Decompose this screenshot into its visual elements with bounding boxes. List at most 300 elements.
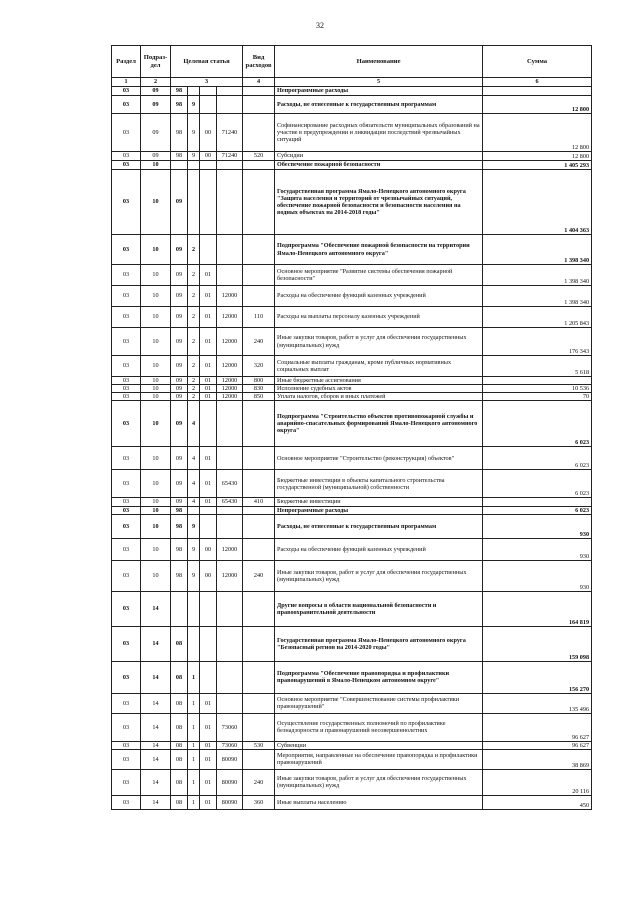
cell-subsection: 10	[141, 356, 171, 377]
cell-subsection: 09	[141, 96, 171, 114]
cell-direction: 65430	[217, 470, 243, 498]
cell-direction: 12000	[217, 328, 243, 356]
cell-expense-type	[243, 401, 275, 447]
cell-direction: 12000	[217, 560, 243, 591]
cell-expense-type	[243, 96, 275, 114]
cell-subprogram: 2	[188, 377, 200, 385]
cell-subprogram: 1	[188, 749, 200, 769]
cell-subprogram: 1	[188, 795, 200, 809]
cell-subsection: 14	[141, 626, 171, 661]
cell-direction	[217, 514, 243, 538]
cell-direction: 65430	[217, 498, 243, 506]
cell-section: 03	[112, 591, 141, 626]
cell-section: 03	[112, 393, 141, 401]
cell-program: 08	[171, 795, 188, 809]
cell-subprogram: 1	[188, 769, 200, 795]
cell-activity: 01	[200, 377, 217, 385]
cell-expense-type	[243, 749, 275, 769]
cell-direction: 12000	[217, 307, 243, 328]
cell-expense-type	[243, 470, 275, 498]
cell-amount: 6 023	[483, 401, 592, 447]
cell-subprogram: 1	[188, 693, 200, 713]
cell-expense-type: 240	[243, 328, 275, 356]
cell-amount: 12 800	[483, 152, 592, 161]
cell-section: 03	[112, 265, 141, 286]
cell-direction	[217, 87, 243, 96]
cell-amount: 135 496	[483, 693, 592, 713]
cell-section: 03	[112, 152, 141, 161]
cell-name: Подпрограмма "Обеспечение правопорядка и профилактики правонарушений в Ямало-Ненецком автономном округе"	[275, 661, 483, 693]
cell-activity	[200, 96, 217, 114]
cell-subsection: 09	[141, 114, 171, 152]
cell-amount	[483, 87, 592, 96]
cell-activity	[200, 506, 217, 514]
cell-subprogram: 4	[188, 498, 200, 506]
cell-program: 98	[171, 152, 188, 161]
header-section: Раздел	[112, 46, 141, 78]
cell-section: 03	[112, 235, 141, 265]
cell-activity: 01	[200, 447, 217, 470]
cell-activity: 01	[200, 749, 217, 769]
cell-expense-type	[243, 265, 275, 286]
cell-name: Иные закупки товаров, работ и услуг для обеспечения государственных (муниципальных) нужд	[275, 769, 483, 795]
cell-section: 03	[112, 795, 141, 809]
cell-name: Софинансирование расходных обязательств муниципальных образований на участие в предупреждении и ликвидации последствий чрезвычайных ситуаций	[275, 114, 483, 152]
table-row	[112, 769, 592, 795]
cell-subprogram: 1	[188, 741, 200, 749]
cell-subsection: 10	[141, 506, 171, 514]
cell-direction: 12000	[217, 393, 243, 401]
cell-subsection: 09	[141, 152, 171, 161]
table-row	[112, 713, 592, 741]
cell-expense-type	[243, 514, 275, 538]
table-row	[112, 626, 592, 661]
cell-name: Государственная программа Ямало-Ненецкого автономного округа "Безопасный регион на 2014-2020 годы"	[275, 626, 483, 661]
cell-program: 08	[171, 693, 188, 713]
cell-subsection: 10	[141, 286, 171, 307]
cell-section: 03	[112, 356, 141, 377]
cell-program: 98	[171, 514, 188, 538]
cell-program: 08	[171, 713, 188, 741]
column-number: 3	[171, 78, 243, 87]
cell-subprogram: 2	[188, 356, 200, 377]
cell-section: 03	[112, 498, 141, 506]
cell-expense-type: 830	[243, 385, 275, 393]
cell-direction: 71240	[217, 114, 243, 152]
cell-program: 98	[171, 87, 188, 96]
cell-direction: 12000	[217, 356, 243, 377]
cell-subprogram: 2	[188, 328, 200, 356]
cell-section: 03	[112, 161, 141, 170]
column-number: 4	[243, 78, 275, 87]
cell-program: 09	[171, 393, 188, 401]
table-row	[112, 307, 592, 328]
cell-subsection: 14	[141, 661, 171, 693]
cell-amount: 1 398 340	[483, 265, 592, 286]
cell-name: Подпрограмма "Обеспечение пожарной безопасности на территории Ямало-Ненецкого автономного округа"	[275, 235, 483, 265]
cell-program	[171, 591, 188, 626]
cell-subprogram: 4	[188, 470, 200, 498]
table-row	[112, 385, 592, 393]
table-row	[112, 506, 592, 514]
cell-direction	[217, 661, 243, 693]
cell-direction: 80090	[217, 749, 243, 769]
cell-direction	[217, 626, 243, 661]
cell-name: Иные закупки товаров, работ и услуг для обеспечения государственных (муниципальных) нужд	[275, 560, 483, 591]
cell-subsection: 14	[141, 749, 171, 769]
cell-section: 03	[112, 307, 141, 328]
cell-expense-type	[243, 87, 275, 96]
cell-expense-type	[243, 114, 275, 152]
cell-name: Расходы на обеспечение функций казенных учреждений	[275, 286, 483, 307]
cell-amount: 930	[483, 514, 592, 538]
cell-subprogram: 9	[188, 538, 200, 560]
cell-subsection: 10	[141, 235, 171, 265]
cell-subprogram: 1	[188, 661, 200, 693]
table-row	[112, 328, 592, 356]
cell-subsection: 10	[141, 265, 171, 286]
cell-activity: 01	[200, 328, 217, 356]
cell-direction	[217, 401, 243, 447]
cell-program: 09	[171, 235, 188, 265]
budget-table	[111, 45, 592, 810]
cell-direction: 12000	[217, 385, 243, 393]
cell-subprogram: 2	[188, 385, 200, 393]
cell-program: 98	[171, 560, 188, 591]
cell-program	[171, 161, 188, 170]
cell-activity: 01	[200, 393, 217, 401]
cell-activity: 01	[200, 795, 217, 809]
cell-activity: 01	[200, 713, 217, 741]
cell-expense-type	[243, 170, 275, 235]
cell-subprogram: 9	[188, 114, 200, 152]
cell-subsection: 10	[141, 377, 171, 385]
cell-subprogram	[188, 506, 200, 514]
cell-expense-type: 240	[243, 769, 275, 795]
cell-activity	[200, 161, 217, 170]
table-row	[112, 749, 592, 769]
cell-amount: 1 405 293	[483, 161, 592, 170]
cell-section: 03	[112, 328, 141, 356]
cell-program: 09	[171, 377, 188, 385]
table-row	[112, 161, 592, 170]
cell-activity: 01	[200, 265, 217, 286]
cell-activity: 01	[200, 385, 217, 393]
cell-name: Непрограммные расходы	[275, 506, 483, 514]
cell-program: 98	[171, 506, 188, 514]
cell-name: Расходы, не отнесенные к государственным программам	[275, 514, 483, 538]
table-row	[112, 591, 592, 626]
cell-section: 03	[112, 286, 141, 307]
cell-program: 08	[171, 769, 188, 795]
cell-activity	[200, 401, 217, 447]
header-target: Целевая статья	[171, 46, 243, 78]
cell-activity	[200, 626, 217, 661]
table-row	[112, 470, 592, 498]
table-row	[112, 170, 592, 235]
cell-subprogram: 9	[188, 152, 200, 161]
cell-subprogram: 2	[188, 265, 200, 286]
cell-section: 03	[112, 447, 141, 470]
cell-subsection: 10	[141, 470, 171, 498]
cell-subsection: 10	[141, 393, 171, 401]
cell-activity	[200, 514, 217, 538]
cell-subsection: 09	[141, 87, 171, 96]
header-amount: Сумма	[483, 46, 592, 78]
cell-subsection: 10	[141, 538, 171, 560]
cell-subsection: 14	[141, 713, 171, 741]
cell-activity	[200, 235, 217, 265]
cell-activity: 00	[200, 152, 217, 161]
cell-subprogram	[188, 626, 200, 661]
cell-amount: 96 627	[483, 741, 592, 749]
cell-subsection: 14	[141, 591, 171, 626]
page-number: 32	[316, 21, 324, 30]
cell-activity: 01	[200, 307, 217, 328]
table-row	[112, 741, 592, 749]
cell-expense-type	[243, 286, 275, 307]
cell-program: 09	[171, 170, 188, 235]
cell-subprogram	[188, 170, 200, 235]
cell-direction	[217, 693, 243, 713]
cell-direction	[217, 96, 243, 114]
cell-amount: 38 869	[483, 749, 592, 769]
cell-direction	[217, 170, 243, 235]
cell-amount: 12 800	[483, 96, 592, 114]
cell-program: 09	[171, 447, 188, 470]
cell-amount: 450	[483, 795, 592, 809]
cell-amount: 6 023	[483, 447, 592, 470]
cell-direction: 80090	[217, 795, 243, 809]
cell-name: Субвенции	[275, 741, 483, 749]
cell-activity: 00	[200, 114, 217, 152]
cell-subprogram: 4	[188, 401, 200, 447]
cell-amount: 930	[483, 538, 592, 560]
cell-direction: 12000	[217, 377, 243, 385]
cell-section: 03	[112, 713, 141, 741]
cell-subsection: 10	[141, 447, 171, 470]
cell-section: 03	[112, 626, 141, 661]
cell-expense-type	[243, 661, 275, 693]
table-row	[112, 114, 592, 152]
cell-subprogram: 2	[188, 286, 200, 307]
cell-amount: 70	[483, 393, 592, 401]
cell-amount: 12 800	[483, 114, 592, 152]
cell-expense-type: 800	[243, 377, 275, 385]
cell-subsection: 10	[141, 498, 171, 506]
cell-activity	[200, 591, 217, 626]
cell-expense-type	[243, 538, 275, 560]
cell-program: 08	[171, 661, 188, 693]
cell-name: Исполнение судебных актов	[275, 385, 483, 393]
cell-expense-type: 530	[243, 741, 275, 749]
cell-expense-type	[243, 591, 275, 626]
table-row	[112, 87, 592, 96]
table-row	[112, 498, 592, 506]
cell-section: 03	[112, 560, 141, 591]
cell-activity: 01	[200, 470, 217, 498]
table-row	[112, 693, 592, 713]
cell-subsection: 14	[141, 769, 171, 795]
table-row	[112, 514, 592, 538]
cell-amount: 930	[483, 560, 592, 591]
cell-subsection: 10	[141, 170, 171, 235]
cell-section: 03	[112, 661, 141, 693]
cell-section: 03	[112, 506, 141, 514]
cell-direction: 71240	[217, 152, 243, 161]
table-row	[112, 447, 592, 470]
cell-amount: 159 098	[483, 626, 592, 661]
cell-section: 03	[112, 693, 141, 713]
cell-expense-type	[243, 693, 275, 713]
table-row	[112, 286, 592, 307]
cell-amount: 1 398 340	[483, 286, 592, 307]
cell-expense-type	[243, 506, 275, 514]
cell-expense-type	[243, 235, 275, 265]
cell-direction	[217, 447, 243, 470]
cell-activity: 01	[200, 741, 217, 749]
cell-direction	[217, 161, 243, 170]
cell-name: Расходы на выплаты персоналу казенных учреждений	[275, 307, 483, 328]
cell-subsection: 14	[141, 795, 171, 809]
cell-section: 03	[112, 96, 141, 114]
table-row	[112, 401, 592, 447]
header-subsection: Подраз-дел	[141, 46, 171, 78]
cell-program: 09	[171, 265, 188, 286]
cell-name: Мероприятия, направленные на обеспечение правопорядка и профилактики правонарушений	[275, 749, 483, 769]
cell-section: 03	[112, 514, 141, 538]
cell-amount	[483, 498, 592, 506]
cell-expense-type: 520	[243, 152, 275, 161]
cell-subsection: 10	[141, 514, 171, 538]
table-row	[112, 96, 592, 114]
cell-direction	[217, 265, 243, 286]
cell-program: 09	[171, 498, 188, 506]
cell-name: Иные выплаты населению	[275, 795, 483, 809]
cell-amount: 6 023	[483, 470, 592, 498]
table-row	[112, 795, 592, 809]
table-row	[112, 265, 592, 286]
column-number: 1	[112, 78, 141, 87]
cell-subsection: 14	[141, 693, 171, 713]
column-number: 5	[275, 78, 483, 87]
cell-subsection: 10	[141, 328, 171, 356]
table-row	[112, 661, 592, 693]
cell-name: Уплата налогов, сборов и иных платежей	[275, 393, 483, 401]
cell-section: 03	[112, 170, 141, 235]
cell-program: 09	[171, 328, 188, 356]
cell-section: 03	[112, 538, 141, 560]
cell-activity: 00	[200, 560, 217, 591]
cell-program: 09	[171, 307, 188, 328]
table-row	[112, 538, 592, 560]
cell-amount: 164 819	[483, 591, 592, 626]
cell-activity: 01	[200, 693, 217, 713]
cell-program: 08	[171, 626, 188, 661]
cell-direction: 12000	[217, 538, 243, 560]
cell-subprogram: 1	[188, 713, 200, 741]
cell-expense-type: 320	[243, 356, 275, 377]
cell-subsection: 10	[141, 307, 171, 328]
cell-program: 98	[171, 538, 188, 560]
cell-name: Основное мероприятие "Строительство (реконструкция) объектов"	[275, 447, 483, 470]
cell-expense-type: 240	[243, 560, 275, 591]
cell-name: Расходы на обеспечение функций казенных учреждений	[275, 538, 483, 560]
cell-direction: 80090	[217, 769, 243, 795]
cell-section: 03	[112, 87, 141, 96]
cell-amount: 1 205 843	[483, 307, 592, 328]
cell-subprogram	[188, 591, 200, 626]
cell-subprogram	[188, 87, 200, 96]
cell-direction	[217, 506, 243, 514]
cell-section: 03	[112, 401, 141, 447]
column-number-row	[112, 78, 592, 87]
cell-expense-type	[243, 713, 275, 741]
cell-name: Иные закупки товаров, работ и услуг для обеспечения государственных (муниципальных) нужд	[275, 328, 483, 356]
cell-activity	[200, 170, 217, 235]
cell-amount: 1 398 340	[483, 235, 592, 265]
cell-name: Социальные выплаты гражданам, кроме публичных нормативных социальных выплат	[275, 356, 483, 377]
cell-activity: 01	[200, 498, 217, 506]
cell-name: Непрограммные расходы	[275, 87, 483, 96]
cell-direction: 73060	[217, 741, 243, 749]
cell-subsection: 10	[141, 560, 171, 591]
cell-direction	[217, 591, 243, 626]
cell-amount: 10 536	[483, 385, 592, 393]
cell-subprogram: 4	[188, 447, 200, 470]
cell-expense-type: 360	[243, 795, 275, 809]
cell-expense-type	[243, 447, 275, 470]
cell-name: Подпрограмма "Строительство объектов противопожарной службы и аварийно-спасательных формирований Ямало-Ненецкого автономного округа"	[275, 401, 483, 447]
cell-program: 08	[171, 749, 188, 769]
table-row	[112, 377, 592, 385]
cell-section: 03	[112, 741, 141, 749]
cell-name: Обеспечение пожарной безопасности	[275, 161, 483, 170]
cell-program: 09	[171, 401, 188, 447]
cell-program: 98	[171, 96, 188, 114]
column-number: 6	[483, 78, 592, 87]
cell-subprogram: 9	[188, 560, 200, 591]
cell-direction: 12000	[217, 286, 243, 307]
header-name: Наименование	[275, 46, 483, 78]
cell-amount: 1 404 363	[483, 170, 592, 235]
cell-section: 03	[112, 377, 141, 385]
column-number: 2	[141, 78, 171, 87]
cell-subprogram: 2	[188, 235, 200, 265]
cell-amount: 6 023	[483, 506, 592, 514]
cell-amount: 5 618	[483, 356, 592, 377]
cell-name: Субсидии	[275, 152, 483, 161]
cell-amount: 20 116	[483, 769, 592, 795]
table-row	[112, 235, 592, 265]
cell-activity	[200, 87, 217, 96]
cell-activity	[200, 661, 217, 693]
table-row	[112, 560, 592, 591]
cell-expense-type: 110	[243, 307, 275, 328]
cell-program: 08	[171, 741, 188, 749]
cell-amount: 176 343	[483, 328, 592, 356]
cell-direction: 73060	[217, 713, 243, 741]
cell-expense-type	[243, 161, 275, 170]
cell-name: Основное мероприятие "Совершенствование системы профилактики правонарушений"	[275, 693, 483, 713]
cell-program: 98	[171, 114, 188, 152]
cell-expense-type: 850	[243, 393, 275, 401]
cell-name: Иные бюджетные ассигнования	[275, 377, 483, 385]
cell-expense-type	[243, 626, 275, 661]
cell-subprogram: 2	[188, 393, 200, 401]
cell-name: Государственная программа Ямало-Ненецкого автономного округа "Защита населения и территорий от чрезвычайных ситуаций, обеспечение пожарной безопасности и безопасности населения на водных объектах на 2014-2018 годы"	[275, 170, 483, 235]
cell-name: Осуществление государственных полномочий по профилактике безнадзорности и правонарушений несовершеннолетних	[275, 713, 483, 741]
